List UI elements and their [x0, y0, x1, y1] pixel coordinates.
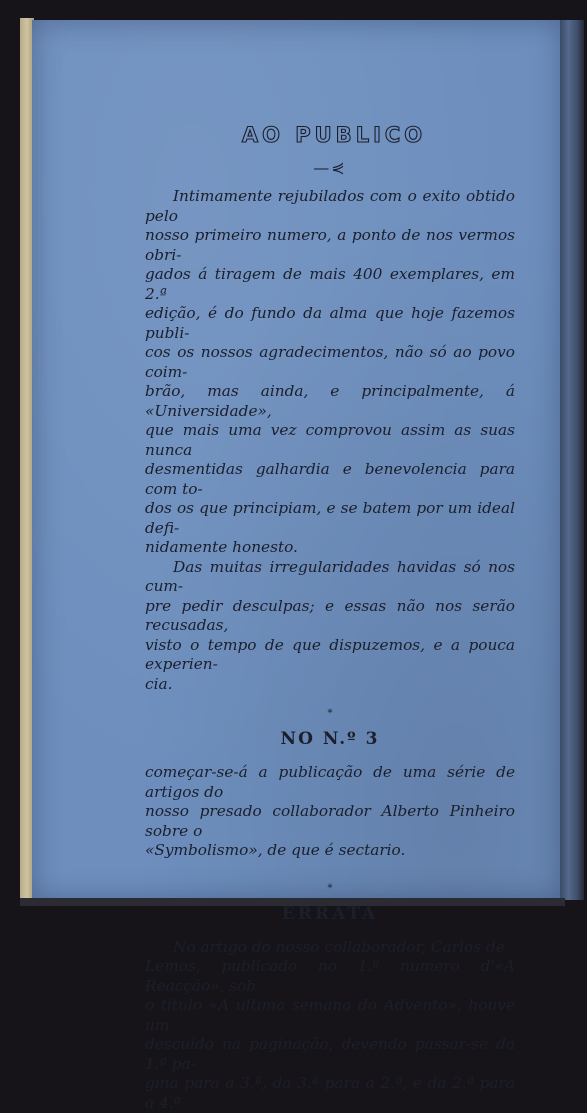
paragraph-1-line: que mais uma vez comprovou assim as suas nunca — [145, 421, 515, 460]
announcement-paragraph — [145, 763, 515, 861]
paragraph-1-line: edição, é do fundo da alma que hoje fazemos publi- — [145, 304, 515, 343]
page-title: AO PUBLICO — [149, 123, 519, 147]
paragraph-1-line: cos os nossos agradecimentos, não só ao povo coim- — [145, 343, 515, 382]
paragraph-1-line: nosso primeiro numero, a ponto de nos vermos obri- — [145, 226, 515, 265]
paragraph-1-line: desmentidas galhardia e benevolencia para com to- — [145, 460, 515, 499]
title-ornament: —⋞ — [145, 158, 515, 177]
page-content — [145, 120, 515, 1113]
paragraph-2-line: Das muitas irregularidades havidas só nos cum- — [145, 558, 515, 597]
paragraph-1-line: gados á tiragem de mais 400 exemplares, em 2.ª — [145, 265, 515, 304]
paragraph-1 — [145, 187, 515, 558]
paragraph-1-line: brão, mas ainda, e principalmente, á «Universidade», — [145, 382, 515, 421]
paragraph-2-line: cia. — [145, 675, 515, 695]
errata-line: No artigo do nosso collaborador, Carlos de — [145, 938, 515, 958]
section-title-no3: NO N.º 3 — [145, 729, 515, 749]
section-title-errata: ERRATA — [145, 904, 515, 924]
paragraph-2 — [145, 558, 515, 695]
errata-line: descuido na paginação, devendo passar-se da 1.ª pa- — [145, 1035, 515, 1074]
section-divider: * — [145, 708, 515, 719]
announcement-line: começar-se-á a publicação de uma série de artigos do — [145, 763, 515, 802]
paragraph-1-line: Intimamente rejubilados com o exito obtido pelo — [145, 187, 515, 226]
paragraph-1-line: nidamente honesto. — [145, 538, 515, 558]
announcement-line: nosso presado collaborador Alberto Pinheiro sobre o — [145, 802, 515, 841]
page-edge — [560, 20, 584, 900]
announcement-line: «Symbolismo», de que é sectario. — [145, 841, 515, 861]
errata-line: gina para a 3.ª, da 3.ª para a 2.ª, e da 2.ª para a 4.ª — [145, 1074, 515, 1113]
errata-paragraph — [145, 938, 515, 1113]
section-divider: * — [145, 883, 515, 894]
paragraph-2-line: visto o tempo de que dispuzemos, e a pouca experien- — [145, 636, 515, 675]
errata-line: o titulo «A ultima semana do Advento», houve um — [145, 996, 515, 1035]
paragraph-2-line: pre pedir desculpas; e essas não nos serão recusadas, — [145, 597, 515, 636]
errata-line: Lemos, publicado no 1.º numero d'«A Reacção», sob — [145, 957, 515, 996]
paragraph-1-line: dos os que principiam, e se batem por um ideal defi- — [145, 499, 515, 538]
